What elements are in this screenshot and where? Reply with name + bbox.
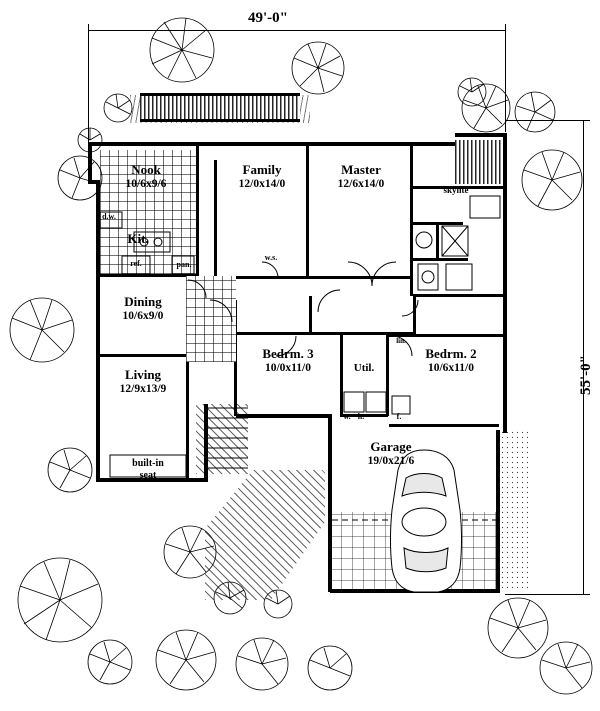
tree-icon <box>236 638 288 690</box>
room-label-garage: Garage 19/0x21/6 <box>367 439 415 467</box>
tree-icon <box>522 150 582 210</box>
width-dimension-label: 49'-0" <box>248 10 288 26</box>
shrub-icon <box>214 582 246 614</box>
annotation-skylite: skylite <box>443 185 469 195</box>
room-label-master: Master 12/6x14/0 <box>337 162 385 190</box>
annotation-refrigerator: ref. <box>130 259 142 268</box>
room-label-family: Family 12/0x14/0 <box>238 162 286 190</box>
shrub-icon <box>78 128 102 152</box>
annotation-built-in: built-in <box>132 458 164 469</box>
shrub-icon <box>458 78 486 106</box>
tree-icon <box>308 646 352 690</box>
tree-icon <box>292 42 344 94</box>
room-label-bedrm2: Bedrm. 2 10/6x11/0 <box>425 346 477 374</box>
tree-icon <box>18 558 102 642</box>
room-label-living: Living 12/9x13/9 <box>119 367 167 395</box>
tree-icon <box>488 598 548 658</box>
tree-icon <box>58 156 102 200</box>
annotation-seat: seat <box>139 470 157 481</box>
tree-icon <box>156 630 216 690</box>
room-label-bedrm3: Bedrm. 3 10/0x11/0 <box>262 346 314 374</box>
tree-icon <box>88 640 132 684</box>
tree-icon <box>515 92 555 132</box>
annotation-washer: w. <box>343 412 351 421</box>
room-label-utility: Util. <box>353 362 375 374</box>
tree-icon <box>540 642 592 694</box>
tree-icon <box>150 18 214 82</box>
tree-icon <box>10 298 74 362</box>
annotation-linen: lin. <box>396 337 406 345</box>
room-label-dining: Dining 10/6x9/0 <box>122 294 164 322</box>
height-dimension-label: 55'-0" <box>578 355 594 395</box>
annotation-water-closet-shower: w.s. <box>264 253 278 262</box>
shrub-icon <box>104 94 132 122</box>
room-label-kitchen: Kit. <box>127 231 149 246</box>
annotation-hamper: h. <box>357 412 365 421</box>
tree-icon <box>48 448 92 492</box>
annotation-pantry: pan. <box>176 260 192 269</box>
tree-icon <box>164 526 216 578</box>
room-label-nook: Nook 10/6x9/6 <box>125 162 167 190</box>
annotation-dishwasher: d.w. <box>102 212 116 221</box>
shrub-icon <box>264 590 292 618</box>
annotation-furnace: f. <box>396 412 402 421</box>
